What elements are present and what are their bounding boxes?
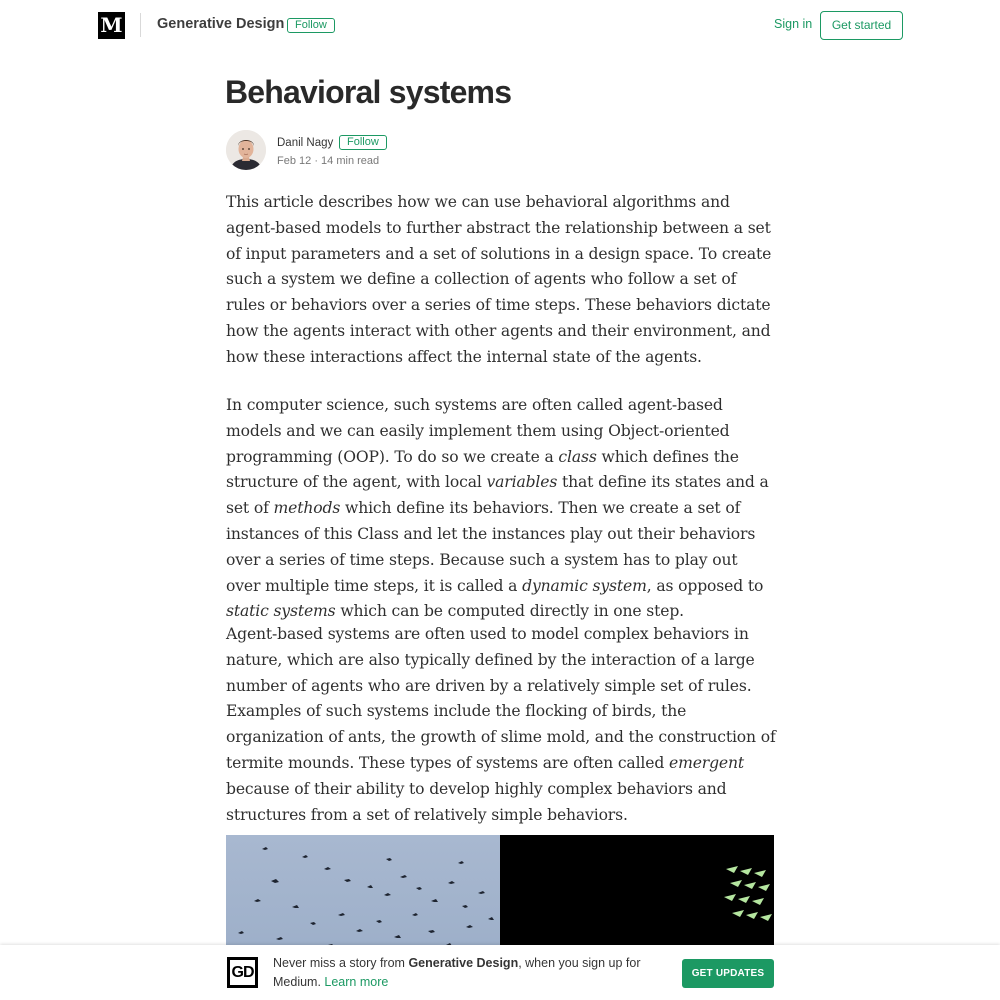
post-date: Feb 12 (277, 155, 312, 167)
emphasis-static-systems: static systems (226, 602, 336, 621)
paragraph-2-text-1: In computer science, such systems are often called agent-based models and we can easily implement them using Object-oriented programming (OOP). To do so we create a (226, 396, 730, 466)
paragraph-2-text-6: which can be computed directly in one step. (335, 602, 684, 621)
banner-publication-name: Generative Design (408, 956, 519, 970)
author-avatar[interactable] (226, 130, 266, 170)
banner-text-before: Never miss a story from (273, 956, 409, 970)
signup-banner (0, 945, 1000, 1000)
paragraph-3-text-1: Agent-based systems are often used to model complex behaviors in nature, which are also typically defined by the interaction of a large number of agents who are driven by a relatively simple set of rules. Examples of such systems include the flocking of birds, the organization of ants, the growth of slime mold, and the construction of termite mounds. These types of systems are often called (226, 625, 776, 772)
paragraph-2-text-2: which defines the structure of the agent, with local (226, 447, 739, 492)
learn-more-link[interactable]: Learn more (324, 975, 389, 989)
medium-logo[interactable]: M (98, 12, 125, 39)
top-bar (0, 0, 1000, 52)
author-name[interactable]: Danil Nagy (277, 137, 334, 149)
emphasis-methods: methods (273, 499, 341, 518)
paragraph-3 (226, 622, 776, 828)
article-title: Behavioral systems (225, 74, 512, 110)
emphasis-emergent: emergent (668, 753, 745, 772)
flocking-image (226, 835, 774, 955)
publication-logo[interactable]: GD (227, 957, 258, 988)
sign-in-link[interactable]: Sign in (774, 17, 813, 31)
paragraph-1: This article describes how we can use behavioral algorithms and agent-based models to further abstract the relationship between a set of input parameters and a set of solutions in a design space. To create such a system we define a collection of agents who follow a set of rules or behaviors over a series of time steps. These behaviors dictate how the agents interact with other agents and their environment, and how these interactions affect the internal state of the agents. (226, 193, 772, 366)
header-divider (140, 13, 141, 37)
emphasis-class: class (558, 447, 597, 466)
follow-author-button[interactable]: Follow (339, 135, 387, 150)
meta-separator: · (314, 155, 318, 167)
banner-text-after: , when you sign up for Medium. (273, 956, 641, 989)
get-started-button[interactable]: Get started (820, 11, 903, 40)
publication-name[interactable]: Generative Design (157, 16, 285, 32)
get-updates-button[interactable]: GET UPDATES (682, 959, 774, 988)
avatar-image (226, 130, 266, 170)
emphasis-variables: variables (486, 473, 558, 492)
emphasis-dynamic-system: dynamic system (522, 576, 647, 595)
follow-publication-button[interactable]: Follow (287, 18, 335, 33)
paragraph-3-text-2: because of their ability to develop highly complex behaviors and structures from a set of relatively simple behaviors. (226, 779, 727, 824)
paragraph-2-text-5: , as opposed to (646, 576, 764, 595)
paragraph-2-text-4: which define its behaviors. Then we create a set of instances of this Class and let the instances play out their behaviors over a series of time steps. Because such a system has to play out over multiple time steps, it is called a (226, 499, 756, 595)
post-meta (277, 155, 379, 167)
banner-message (273, 954, 663, 992)
article-figure[interactable] (226, 835, 774, 955)
read-time: 14 min read (321, 155, 380, 167)
paragraph-2 (226, 393, 776, 625)
paragraph-2-text-3: that define its states and a set of (226, 473, 769, 518)
